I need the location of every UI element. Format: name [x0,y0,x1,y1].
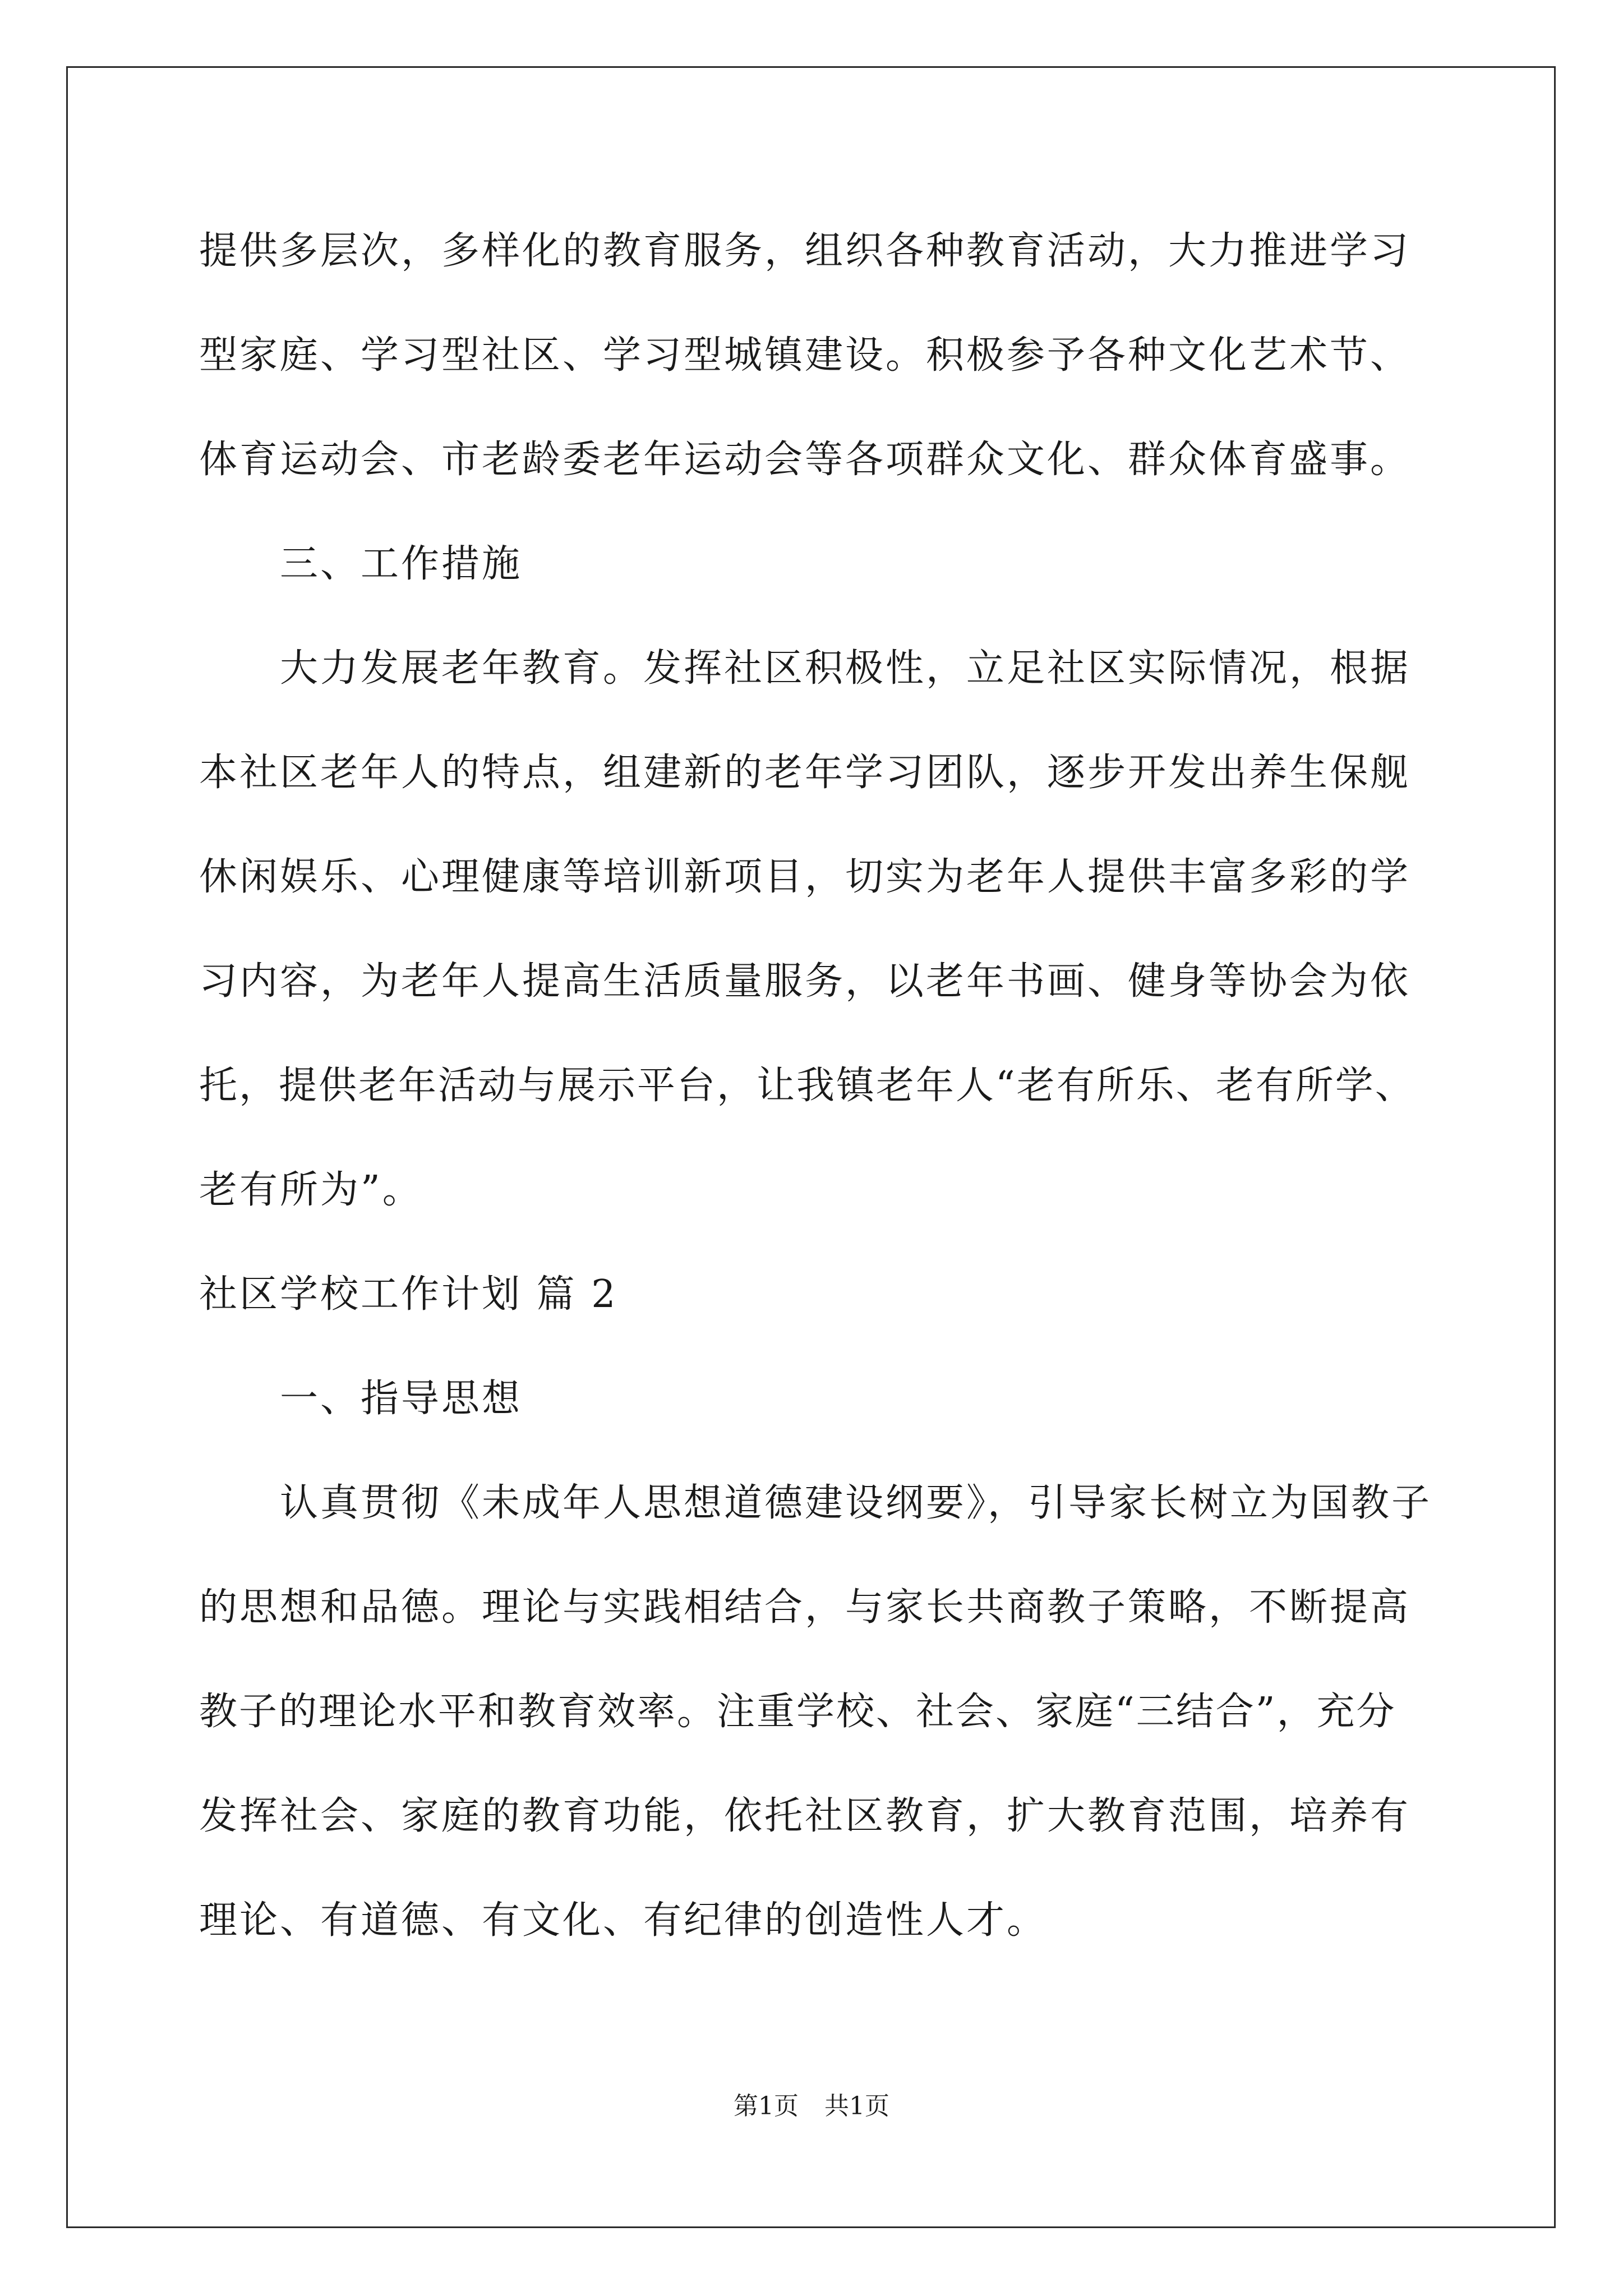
text-line: 体育运动会、市老龄委老年运动会等各项群众文化、群众体育盛事。 [199,438,1411,482]
text-line: 老有所为”。 [199,1168,423,1212]
text-line: 本社区老年人的特点，组建新的老年学习团队，逐步开发出养生保舰 [199,751,1411,795]
page-total: 共1页 [824,2092,889,2120]
text-line: 教子的理论水平和教育效率。注重学校、社会、家庭“三结合”，充分 [199,1690,1396,1734]
text-line: 提供多层次，多样化的教育服务，组织各种教育活动，大力推进学习 [199,229,1411,273]
page-number: 第1页 [734,2092,799,2120]
text-line: 习内容，为老年人提高生活质量服务，以老年书画、健身等协会为依 [199,959,1411,1004]
document-body [199,199,1461,1973]
text-line: 大力发展老年教育。发挥社区积极性，立足社区实际情况，根据 [280,646,1411,691]
text-line: 认真贯彻《未成年人思想道德建设纲要》，引导家长树立为国教子 [280,1481,1432,1525]
page-footer [0,2090,1623,2123]
section-heading: 三、工作措施 [280,542,523,586]
section-heading: 一、指导思想 [280,1377,523,1421]
text-line: 型家庭、学习型社区、学习型城镇建设。积极参予各种文化艺术节、 [199,333,1411,378]
text-line: 的思想和品德。理论与实践相结合，与家长共商教子策略，不断提高 [199,1585,1411,1630]
text-line: 理论、有道德、有文化、有纪律的创造性人才。 [199,1898,1048,1943]
text-line: 托，提供老年活动与展示平台，让我镇老年人“老有所乐、老有所学、 [199,1064,1415,1108]
text-line: 休闲娱乐、心理健康等培训新项目，切实为老年人提供丰富多彩的学 [199,855,1411,899]
document-subtitle: 社区学校工作计划 篇 2 [199,1272,618,1317]
text-line: 发挥社会、家庭的教育功能，依托社区教育，扩大教育范围，培养有 [199,1794,1411,1838]
